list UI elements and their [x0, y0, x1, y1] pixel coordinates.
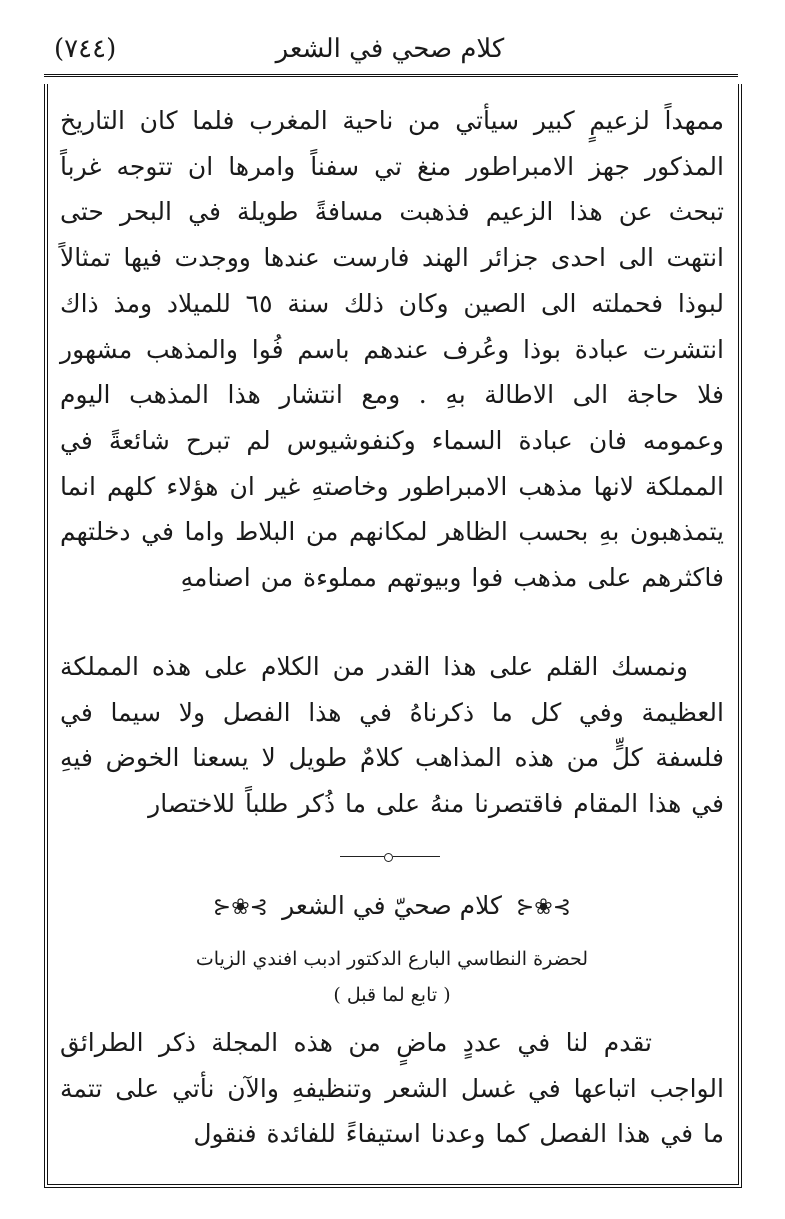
article-paragraph	[60, 644, 724, 827]
author-byline: لحضرة النطاسي البارع الدكتور ادبب افندي الزيات	[195, 948, 589, 970]
title-ornament-left: ⊱❀⊰	[212, 895, 269, 920]
page-number: (٧٤٤)	[54, 34, 117, 64]
page-header	[40, 26, 740, 72]
article-title	[60, 888, 724, 926]
separator-line	[340, 856, 384, 857]
separator-dot	[384, 853, 393, 862]
article-title-text: كلام صحيّ في الشعر	[282, 891, 502, 920]
article-paragraph	[60, 1020, 724, 1157]
paragraph-text: ونمسك القلم على هذا القدر من الكلام على هذه المملكة العظيمة وفي كل ما ذكرناهُ في هذا الفصل ولا سيما في فلسفة كلٍّ من هذه المذاهب كلامٌ طويل لا يسعنا الخوض فيهِ في هذا المقام فاقتصرنا منهُ على ما ذُكر طلباً للاختصار	[60, 652, 724, 819]
header-rule	[44, 74, 738, 77]
paragraph-text: ممهداً لزعيمٍ كبير سيأتي من ناحية المغرب فلما كان التاريخ المذكور جهز الامبراطور منغ تي سفناً وامرها ان تتوجه غرباً تبحث عن هذا الزعيم فذهبت مسافةً طويلة في البحر حتى انتهت الى احدى جزائر الهند فارست عندها ووجدت فيها تمثالاً لبوذا فحملته الى الصين وكان ذلك سنة ٦٥ للميلاد ومذ ذاك انتشرت عبادة بوذا وعُرف عندهم باسم فُوا والمذهب مشهور فلا حاجة الى الاطالة بهِ . ومع انتشار هذا المذهب اليوم وعمومه فان عبادة السماء وكنفوشيوس لم تبرح شائعةً في المملكة لانها مذهب الامبراطور وخاصتهِ غير ان هؤلاء كلهم انما يتمذهبون بهِ بحسب الظاهر لمكانهم من البلاط واما في دخلتهم فاكثرهم على مذهب فوا وبيوتهم مملوءة من اصنامهِ	[60, 106, 724, 593]
separator-line	[393, 856, 440, 857]
continued-note: ( تابع لما قبل )	[333, 984, 451, 1006]
paragraph-text: تقدم لنا في عددٍ ماضٍ من هذه المجلة ذكر الطرائق الواجب اتباعها في غسل الشعر وتنظيفهِ والآن نأتي على تتمة ما في هذا الفصل كما وعدنا استيفاءً للفائدة فنقول	[60, 1028, 724, 1149]
section-separator	[340, 852, 440, 862]
article-paragraph	[60, 98, 724, 601]
running-title: كلام صحي في الشعر	[275, 34, 505, 64]
title-ornament-right: ⊱❀⊰	[515, 895, 572, 920]
